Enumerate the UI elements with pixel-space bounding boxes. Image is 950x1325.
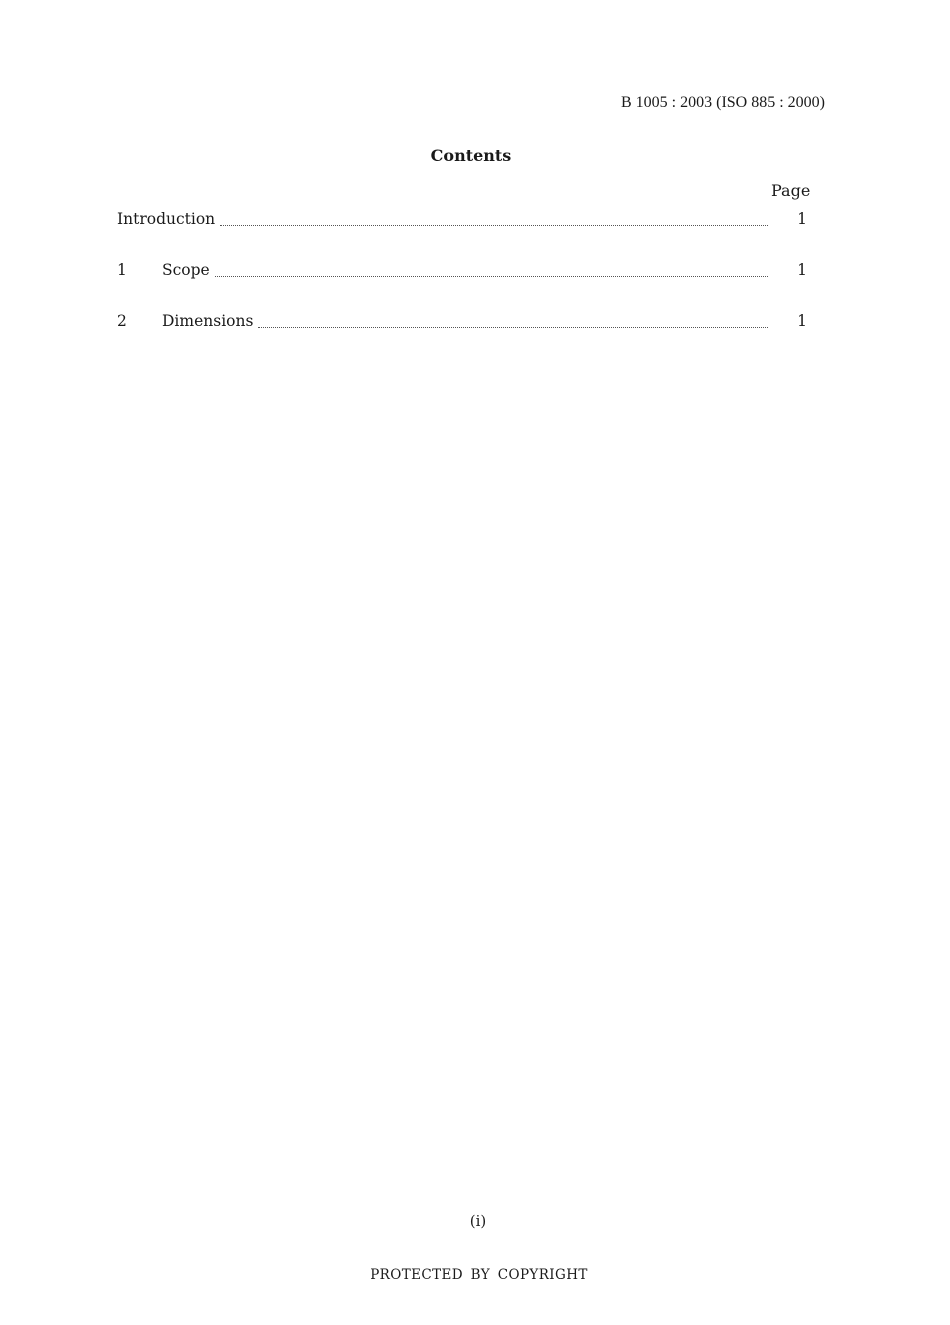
contents-heading: Contents: [430, 146, 512, 165]
dot-leader: [258, 326, 768, 328]
toc-entry-page: 1: [797, 210, 807, 228]
page-number: (i): [469, 1212, 487, 1230]
toc-entry-page: 1: [797, 312, 807, 330]
dot-leader: [215, 275, 768, 277]
toc-entry-label: Scope: [162, 261, 210, 279]
document-identifier: B 1005 : 2003 (ISO 885 : 2000): [621, 94, 825, 111]
toc-entry-page: 1: [797, 261, 807, 279]
toc-entry-label: Dimensions: [162, 312, 254, 330]
toc-entry-number: 2: [117, 312, 127, 330]
page-column-header: Page: [771, 181, 811, 200]
dot-leader: [220, 224, 768, 226]
toc-entry-introduction: [117, 210, 807, 231]
toc-entry-scope: [117, 261, 807, 282]
toc-entry-label: Introduction: [117, 210, 216, 228]
copyright-notice: PROTECTED BY COPYRIGHT: [370, 1267, 588, 1283]
toc-entry-dimensions: [117, 312, 807, 333]
toc-entry-number: 1: [117, 261, 127, 279]
table-of-contents: [117, 210, 807, 363]
